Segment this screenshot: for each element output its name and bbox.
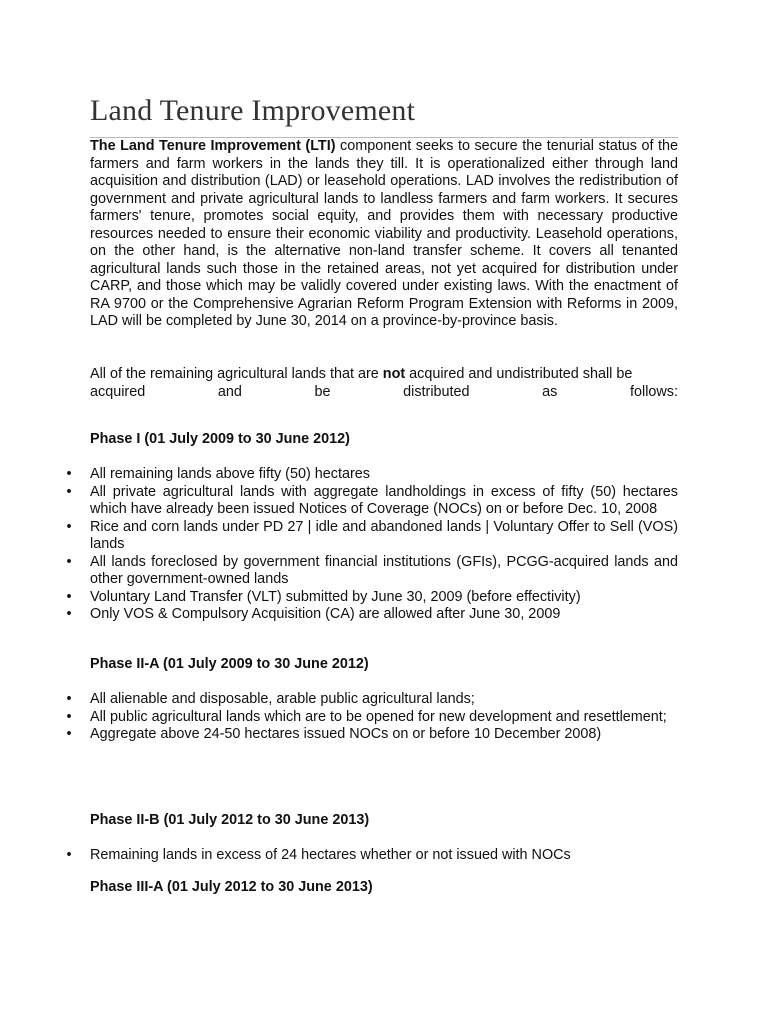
phase-heading: Phase II-A (01 July 2009 to 30 June 2012) xyxy=(90,656,369,672)
list-item-text: All alienable and disposable, arable public agricultural lands; xyxy=(90,691,475,707)
list-item xyxy=(66,847,678,865)
phase-list xyxy=(66,847,678,865)
bullet-icon: • xyxy=(66,518,72,535)
list-item-text: Rice and corn lands under PD 27 | idle and abandoned lands | Voluntary Offer to Sell (VOS) lands xyxy=(90,518,678,552)
phase-heading: Phase II-B (01 July 2012 to 30 June 2013) xyxy=(90,812,370,828)
list-item xyxy=(66,588,678,607)
intro-text: component seeks to secure the tenurial status of the farmers and farm workers in the lands they till. It is operationalized either through land acquisition and distribution (LAD) or leasehold operations. LAD involves the redistribution of government and private agricultural lands to landless farmers and farm workers. It secures farmers' tenure, promotes social equity, and provides them with necessary productive resources needed to ensure their economic viability and productivity. Leasehold operations, on the other hand, is the alternative non-land transfer scheme. It covers all tenanted agricultural lands such those in the retained areas, not yet acquired for distribution under CARP, and those which may be validly covered under existing laws. With the enactment of RA 9700 or the Comprehensive Agrarian Reform Program Extension with Reforms in 2009, LAD will be completed by June 30, 2014 on a province-by-province basis. xyxy=(90,138,679,329)
list-item-text: All public agricultural lands which are to be opened for new development and resettlement; xyxy=(90,708,667,725)
bullet-icon: • xyxy=(66,588,72,605)
coverage-text-bold: not xyxy=(382,366,406,382)
bullet-icon: • xyxy=(66,606,72,622)
list-item-text: All lands foreclosed by government financial institutions (GFIs), PCGG-acquired lands and other government-owned lands xyxy=(90,553,678,587)
coverage-text-after: acquired and undistributed shall be xyxy=(405,366,633,382)
phase-heading: Phase III-A (01 July 2012 to 30 June 2013) xyxy=(90,879,373,895)
list-item-text: Remaining lands in excess of 24 hectares whether or not issued with NOCs xyxy=(90,847,571,863)
bullet-icon: • xyxy=(66,466,72,482)
bullet-icon: • xyxy=(66,691,72,707)
coverage-text-before: All of the remaining agricultural lands that are xyxy=(90,366,383,382)
list-item-text: Voluntary Land Transfer (VLT) submitted by June 30, 2009 (before effectivity) xyxy=(90,588,581,605)
bullet-icon: • xyxy=(66,483,72,500)
bullet-icon: • xyxy=(66,847,72,863)
list-item-text: All private agricultural lands with aggregate landholdings in excess of fifty (50) hectares which have already been issued Notices of Coverage (NOCs) on or before Dec. 10, 2008 xyxy=(90,483,678,517)
bullet-icon: • xyxy=(66,553,72,570)
intro-lead-bold: The Land Tenure Improvement (LTI) xyxy=(90,138,336,154)
phase-list xyxy=(66,691,678,744)
list-item xyxy=(66,726,678,744)
list-item-text: All remaining lands above fifty (50) hectares xyxy=(90,466,370,482)
bullet-icon: • xyxy=(66,708,72,725)
list-item xyxy=(66,691,678,709)
page-title: Land Tenure Improvement xyxy=(90,94,416,127)
list-item-text: Aggregate above 24-50 hectares issued NOCs on or before 10 December 2008) xyxy=(90,726,602,742)
phase-list xyxy=(66,466,678,624)
list-item xyxy=(66,553,678,589)
coverage-paragraph xyxy=(90,366,678,401)
coverage-line-2: acquired and be distributed as follows: xyxy=(90,383,678,400)
bullet-icon: • xyxy=(66,726,72,742)
list-item-text: Only VOS & Compulsory Acquisition (CA) are allowed after June 30, 2009 xyxy=(90,606,561,622)
list-item xyxy=(66,483,678,519)
intro-paragraph xyxy=(90,137,678,331)
list-item xyxy=(66,708,678,727)
phase-heading: Phase I (01 July 2009 to 30 June 2012) xyxy=(90,431,350,447)
list-item xyxy=(66,606,678,624)
list-item xyxy=(66,466,678,484)
coverage-line-1 xyxy=(90,366,678,384)
list-item xyxy=(66,518,678,554)
